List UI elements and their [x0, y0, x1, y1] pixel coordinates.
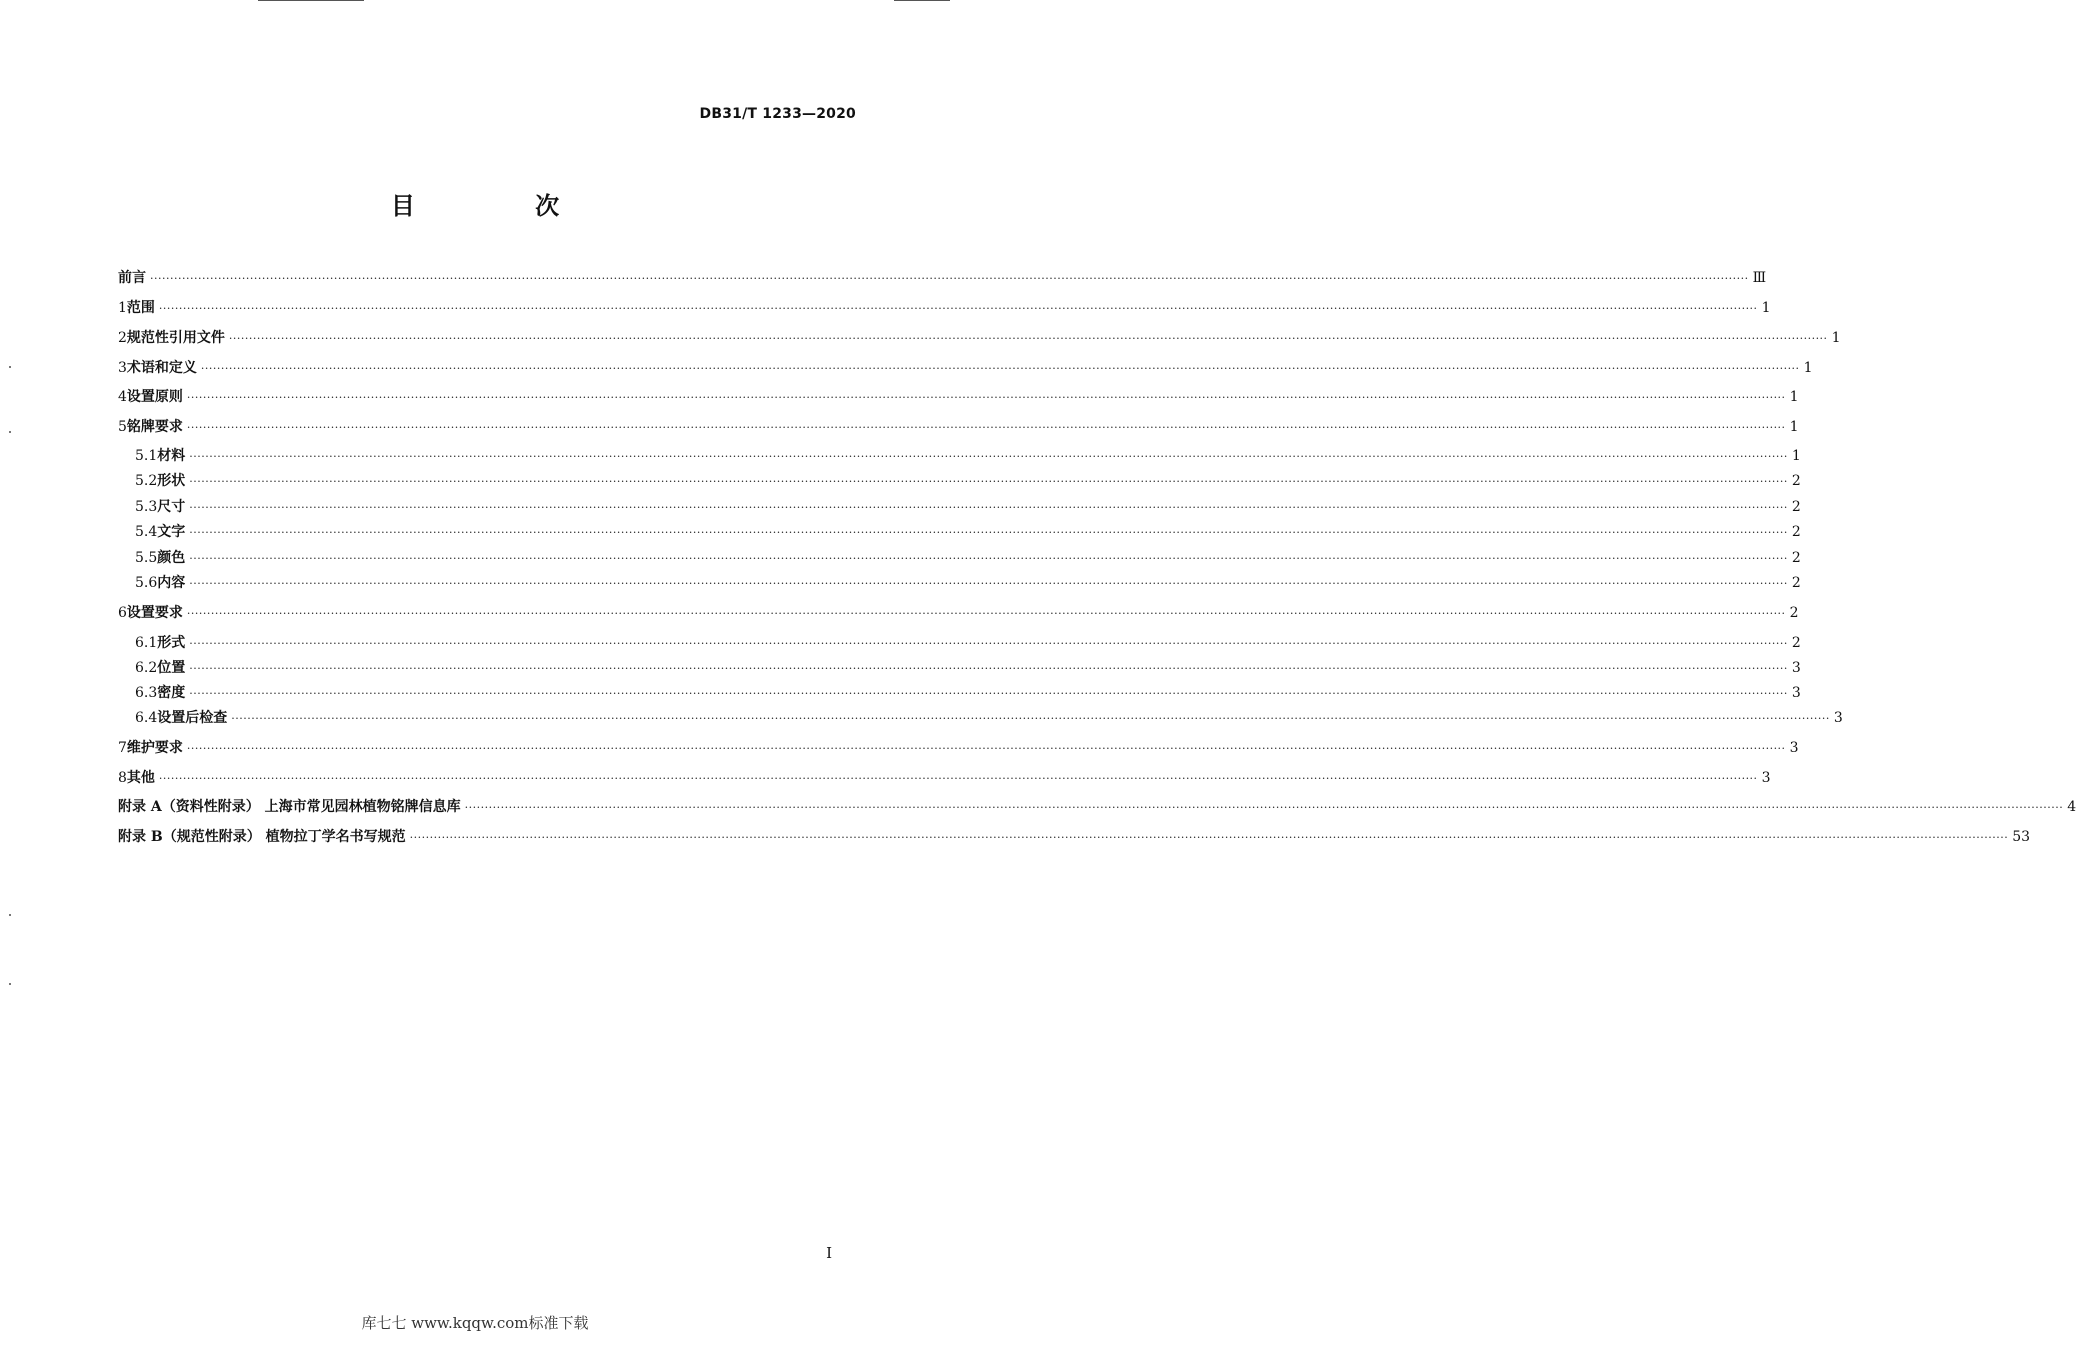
standard-number: DB31/T 1233—2020	[699, 106, 856, 122]
toc-entry-number: 6.3	[135, 685, 158, 701]
toc-entry-label: 附录 B（规范性附录） 植物拉丁学名书写规范	[118, 829, 406, 845]
toc-entry-label: 设置后检查	[157, 710, 228, 726]
toc-entry-number: 5.4	[135, 524, 158, 540]
toc-leader-dots: ················································································································································································································································································································································································································	[158, 772, 1758, 785]
toc-leader-dots: ················································································································································································································································································································································································································	[186, 391, 1786, 404]
toc-entry[interactable]	[118, 357, 1813, 377]
page-title: 目 次	[390, 192, 616, 220]
toc-entry-page: 2	[1791, 499, 1801, 515]
toc-entry-page: 2	[1789, 605, 1799, 621]
toc-entry-label: 维护要求	[126, 740, 183, 756]
toc-entry-page: 1	[1831, 330, 1841, 346]
toc-leader-dots: ················································································································································································································································································································································································································	[186, 421, 1786, 434]
toc-leader-dots: ················································································································································································································································································································································································································	[189, 501, 1788, 514]
scan-speck	[9, 366, 11, 368]
toc-leader-dots: ················································································································································································································································································································································································································	[189, 577, 1788, 590]
toc-entry-label: 形式	[157, 635, 186, 651]
toc-leader-dots: ················································································································································································································································································································································································································	[189, 637, 1788, 650]
toc-leader-dots: ················································································································································································································································································································································································································	[409, 831, 2009, 844]
toc-entry[interactable]	[118, 767, 1771, 787]
toc-entry[interactable]	[135, 470, 1801, 490]
toc-leader-dots: ················································································································································································································································································································································································································	[228, 332, 1828, 345]
toc-entry-label: 设置要求	[126, 605, 183, 621]
toc-entry-page: 3	[1791, 660, 1801, 676]
toc-entry[interactable]	[118, 327, 1841, 347]
toc-entry-page: 1	[1789, 389, 1799, 405]
toc-entry-page: 2	[1791, 550, 1801, 566]
toc-entry-number: 6	[118, 605, 127, 621]
toc-entry[interactable]	[118, 796, 2076, 816]
toc-entry-label: 范围	[126, 300, 155, 316]
toc-entry-label: 材料	[157, 448, 186, 464]
toc-entry-label: 尺寸	[157, 499, 186, 515]
toc-leader-dots: ················································································································································································································································································································································································································	[200, 362, 1800, 375]
footer-watermark: 库七七 www.kqqw.com标准下载	[361, 1314, 589, 1332]
toc-entry-number: 5.2	[135, 473, 158, 489]
scan-line	[258, 0, 364, 1]
scan-speck	[9, 983, 11, 985]
toc-entry-page: 53	[2012, 829, 2031, 845]
toc-entry-page: 2	[1791, 473, 1801, 489]
toc-entry-page: 1	[1761, 300, 1771, 316]
scan-speck	[9, 431, 11, 433]
toc-entry-page: 1	[1803, 360, 1813, 376]
toc-leader-dots: ················································································································································································································································································································································································································	[189, 552, 1788, 565]
toc-entry-number: 6.4	[135, 710, 158, 726]
toc-entry[interactable]	[118, 386, 1799, 406]
toc-entry-number: 3	[118, 360, 127, 376]
toc-entry-number: 5.3	[135, 499, 158, 515]
toc-entry[interactable]	[118, 826, 2031, 846]
toc-entry-label: 内容	[157, 575, 186, 591]
toc-entry-number: 5	[118, 419, 127, 435]
toc-entry-label: 术语和定义	[126, 360, 197, 376]
toc-entry-page: 3	[1833, 710, 1843, 726]
toc-leader-dots: ················································································································································································································································································································································································································	[189, 450, 1788, 463]
toc-entry-page: 1	[1791, 448, 1801, 464]
scan-line	[894, 0, 950, 1]
toc-entry-page: 2	[1791, 575, 1801, 591]
toc-entry[interactable]	[118, 297, 1771, 317]
toc-entry[interactable]	[135, 657, 1801, 677]
toc-entry-page: 2	[1791, 635, 1801, 651]
toc-entry-label: 颜色	[157, 550, 186, 566]
toc-leader-dots: ················································································································································································································································································································································································································	[186, 742, 1786, 755]
toc-entry[interactable]	[118, 267, 1767, 287]
toc-entry-label: 密度	[157, 685, 186, 701]
scan-speck	[9, 914, 11, 916]
toc-entry-label: 规范性引用文件	[126, 330, 225, 346]
toc-leader-dots: ················································································································································································································································································································································································································	[150, 272, 1749, 285]
toc-leader-dots: ················································································································································································································································································································································································································	[186, 607, 1786, 620]
toc-entry-label: 文字	[157, 524, 186, 540]
toc-entry-page: 3	[1761, 770, 1771, 786]
toc-entry-label: 其他	[126, 770, 155, 786]
toc-entry[interactable]	[118, 737, 1799, 757]
toc-leader-dots: ················································································································································································································································································································································································································	[231, 712, 1830, 725]
toc-leader-dots: ················································································································································································································································································································································································································	[189, 662, 1788, 675]
toc-entry[interactable]	[135, 547, 1801, 567]
toc-entry[interactable]	[135, 445, 1801, 465]
toc-entry-number: 6.1	[135, 635, 158, 651]
toc-entry-number: 2	[118, 330, 127, 346]
toc-entry[interactable]	[118, 602, 1799, 622]
toc-entry-label: 前言	[118, 270, 146, 286]
toc-leader-dots: ················································································································································································································································································································································································································	[189, 475, 1788, 488]
toc-entry-label: 铭牌要求	[126, 419, 183, 435]
toc-leader-dots: ················································································································································································································································································································································································································	[158, 302, 1758, 315]
toc-entry-number: 8	[118, 770, 127, 786]
toc-entry-label: 位置	[157, 660, 186, 676]
toc-entry-number: 5.6	[135, 575, 158, 591]
toc-leader-dots: ················································································································································································································································································································································································································	[189, 687, 1788, 700]
toc-entry-page: 3	[1791, 685, 1801, 701]
toc-entry-page: 4	[2067, 799, 2076, 815]
toc-entry[interactable]	[135, 682, 1801, 702]
toc-entry[interactable]	[118, 416, 1799, 436]
toc-entry-label: 设置原则	[126, 389, 183, 405]
toc-entry-number: 5.1	[135, 448, 158, 464]
toc-entry-page: 3	[1789, 740, 1799, 756]
toc-entry-number: 4	[118, 389, 127, 405]
toc-entry-page: Ⅲ	[1752, 270, 1767, 286]
toc-entry-label: 附录 A（资料性附录） 上海市常见园林植物铭牌信息库	[118, 799, 461, 815]
toc-entry[interactable]	[135, 572, 1801, 592]
toc-entry-number: 1	[118, 300, 127, 316]
page-number: I	[826, 1244, 832, 1262]
toc-leader-dots: ················································································································································································································································································································································································································	[464, 801, 2064, 814]
toc-entry[interactable]	[135, 632, 1801, 652]
toc-entry-label: 形状	[157, 473, 186, 489]
toc-entry-number: 6.2	[135, 660, 158, 676]
toc-entry[interactable]	[135, 496, 1801, 516]
toc-entry-page: 1	[1789, 419, 1799, 435]
toc-entry-number: 5.5	[135, 550, 158, 566]
toc-entry[interactable]	[135, 521, 1801, 541]
toc-leader-dots: ················································································································································································································································································································································································································	[189, 526, 1788, 539]
toc-entry[interactable]	[135, 707, 1843, 727]
toc-entry-number: 7	[118, 740, 127, 756]
toc-entry-page: 2	[1791, 524, 1801, 540]
